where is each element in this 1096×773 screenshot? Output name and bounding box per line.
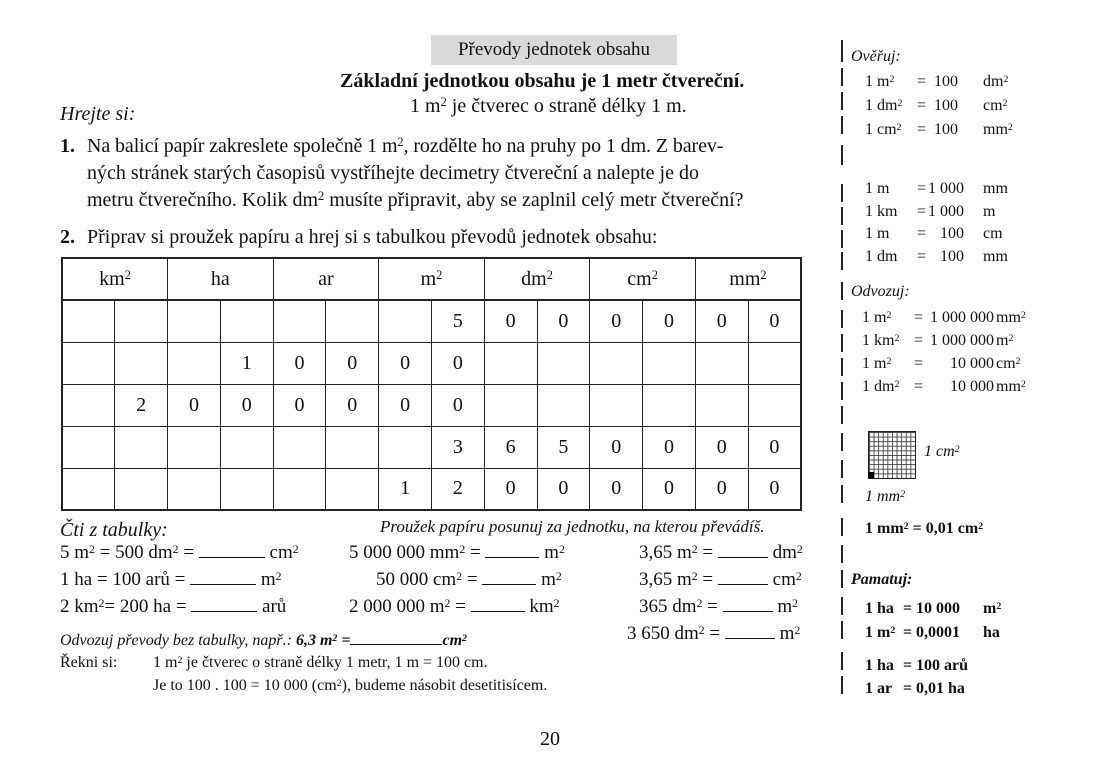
header-ar: ar: [273, 258, 379, 300]
remember-value: 0,01 ha: [916, 680, 965, 697]
sidebar-rule: [841, 282, 843, 300]
remember-row: [865, 657, 1045, 677]
table-cell: 0: [643, 426, 696, 468]
mm-fact: 1 $mm^2 = 0,01$ $cm^2$: [865, 520, 984, 537]
table-cell: [590, 384, 643, 426]
task-1-text: Na balicí papír zakreslete společně 1 $m^2$, rozdělte ho na pruhy po 1 dm. Z barev- ných stránek starých časopisů vystříhejte decimetry čtvereční a nalepte je do metru čtverečního. Kolik $dm^2$ musíte připravit, aby se zaplnil celý metr čtvereční?: [87, 135, 744, 211]
sidebar-rule: [841, 460, 843, 478]
table-cell: 0: [168, 384, 221, 426]
play-label: Hrejte si:: [60, 103, 136, 125]
table-cell: [273, 426, 326, 468]
table-cell: 5: [537, 426, 590, 468]
eq-sign: =: [914, 355, 924, 372]
table-cell: [115, 468, 168, 510]
eq-left-text: 1 m: [865, 180, 890, 197]
sidebar-rule: [841, 40, 843, 62]
header-cm2: $cm^2$: [590, 258, 696, 300]
task-2: [60, 224, 820, 251]
table-cell: [537, 384, 590, 426]
table-cell: [220, 426, 273, 468]
sidebar-rule: [841, 334, 843, 352]
sidebar-rule: [841, 382, 843, 400]
remember-unit-text: ha: [983, 624, 1000, 641]
eq-left-sup: 2: [894, 378, 900, 390]
sidebar-rule: [841, 406, 843, 424]
remember-row: [865, 600, 1045, 620]
eq-left: [862, 309, 891, 327]
table-row: [62, 384, 801, 426]
table-cell: 0: [695, 426, 748, 468]
sidebar-rule: [841, 230, 843, 248]
eq-value: 1 000 000: [930, 332, 994, 349]
table-cell: [220, 468, 273, 510]
table-cell: [695, 384, 748, 426]
page-number: 20: [540, 728, 560, 750]
eq-unit-text: m: [983, 202, 996, 220]
eq-unit-sup: 2: [1002, 97, 1008, 109]
eq-left-text: 1 dm: [865, 247, 898, 265]
eq-unit-text: mm: [983, 180, 1008, 197]
eq-left-text: 1 dm: [865, 97, 898, 114]
eq-left-sup: 2: [886, 309, 892, 321]
eq-unit: [983, 73, 1008, 91]
sidebar-rule: [841, 145, 843, 165]
table-cell: 1: [220, 342, 273, 384]
remember-value: 0,0001: [916, 624, 960, 641]
table-cell: 0: [484, 300, 537, 342]
eq-unit-sup: 2: [1008, 332, 1014, 344]
table-cell: 0: [695, 300, 748, 342]
eq-unit: [996, 309, 1026, 327]
table-cell: [62, 384, 115, 426]
header-ha: ha: [168, 258, 274, 300]
table-cell: 5: [431, 300, 484, 342]
remember-row: [865, 624, 1045, 644]
remember-left-text: 1 ha: [865, 657, 894, 674]
eq-left: [865, 180, 889, 198]
sidebar-rule: [841, 485, 843, 503]
length-row: [865, 180, 1065, 200]
eq-unit: [983, 203, 995, 221]
grid-label: 1 $cm^2$: [924, 443, 960, 460]
eq-left: [865, 248, 897, 266]
eq-value: 100: [940, 225, 964, 242]
sidebar-rule: [841, 358, 843, 376]
remember-eq: =: [903, 680, 913, 697]
sidebar-rule: [841, 310, 843, 328]
exercise-c3-3: 365 $dm^2 = m^2$: [639, 596, 799, 617]
read-label: Čti z tabulky:: [60, 519, 168, 541]
answer-blank[interactable]: [190, 568, 256, 585]
eq-left-text: 1 cm: [865, 121, 897, 138]
table-cell: 3: [431, 426, 484, 468]
eq-left-text: 1 dm: [862, 378, 895, 395]
eq-left-text: 1 m: [862, 355, 887, 372]
say-label: Řekni si:: [60, 654, 118, 671]
verify-label: Ověřuj:: [851, 48, 901, 65]
derive-row: [862, 378, 1062, 398]
task-1: [60, 133, 820, 214]
eq-sign: =: [914, 378, 924, 395]
table-cell: [484, 342, 537, 384]
eq-unit-text: cm: [983, 225, 1003, 242]
sub-heading: 1 $m^2$ je čtverec o straně délky 1 m.: [410, 95, 687, 117]
table-cell: [326, 468, 379, 510]
sidebar-rule: [841, 184, 843, 202]
eq-value: 100: [934, 121, 958, 138]
answer-blank[interactable]: [485, 541, 539, 558]
task-1-number: 1.: [60, 135, 75, 157]
sidebar-rule: [841, 433, 843, 451]
table-cell: 0: [537, 468, 590, 510]
derive-row: [862, 309, 1062, 329]
table-cell: [62, 300, 115, 342]
verify-row: [865, 73, 1065, 93]
square-millimeter-dot: [868, 472, 874, 478]
table-cell: [168, 468, 221, 510]
remember-value: 100 arů: [916, 657, 968, 674]
eq-value: 1 000 000: [930, 309, 994, 326]
exercise-c3-1: 3,65 $m^2 = dm^2$: [639, 542, 803, 563]
length-row: [865, 203, 1065, 223]
exercise-c3-4: 3 650 $dm^2 = m^2$: [627, 623, 801, 644]
remember-eq: =: [903, 657, 913, 674]
eq-unit-text: mm: [983, 121, 1008, 138]
eq-unit-sup: 2: [1007, 121, 1013, 133]
table-cell: [748, 384, 801, 426]
remember-label: Pamatuj:: [851, 571, 913, 588]
eq-unit-sup: 2: [1020, 378, 1026, 390]
table-row: [62, 468, 801, 510]
table-cell: 0: [748, 468, 801, 510]
sidebar-rule: [841, 652, 843, 670]
eq-value: 1 000: [928, 202, 964, 220]
remember-left-sup: 2: [890, 624, 896, 636]
table-cell: 2: [431, 468, 484, 510]
header-dm2: $dm^2$: [484, 258, 590, 300]
table-cell: [220, 300, 273, 342]
remember-unit: [983, 624, 1000, 642]
eq-unit-text: m: [996, 332, 1009, 349]
table-cell: 0: [326, 342, 379, 384]
sidebar-rule: [841, 545, 843, 563]
eq-unit-text: mm: [983, 247, 1008, 265]
eq-unit-text: cm: [996, 355, 1016, 372]
table-cell: 0: [273, 384, 326, 426]
eq-sign: =: [917, 73, 927, 90]
eq-value: 10 000: [950, 355, 994, 372]
table-cell: 0: [326, 384, 379, 426]
eq-unit-text: mm: [996, 309, 1021, 326]
eq-sign: =: [914, 309, 924, 326]
answer-blank[interactable]: [191, 595, 257, 612]
verify-row: [865, 97, 1065, 117]
table-cell: [326, 426, 379, 468]
table-cell: [379, 300, 432, 342]
remember-eq: =: [903, 600, 913, 617]
table-cell: [590, 342, 643, 384]
table-row: [62, 426, 801, 468]
say-line-1: 1 $m^2$ je čtverec o straně délky 1 metr, 1 m = 100 cm.: [153, 654, 488, 671]
sidebar-rule: [841, 676, 843, 694]
table-cell: [168, 426, 221, 468]
eq-left-sup: 2: [894, 332, 900, 344]
eq-left-text: 1 km: [865, 202, 898, 220]
table-cell: [62, 426, 115, 468]
eq-left-text: 1 m: [865, 73, 890, 90]
table-cell: [168, 342, 221, 384]
table-cell: 0: [431, 342, 484, 384]
table-cell: 0: [379, 342, 432, 384]
verify-row: [865, 121, 1065, 141]
task-2-number: 2.: [60, 226, 75, 248]
answer-blank[interactable]: [718, 568, 768, 585]
answer-blank[interactable]: [471, 595, 525, 612]
exercise-c1-3: 2 $km^2= 200$ ha = arů: [60, 596, 287, 617]
eq-unit: [983, 225, 1003, 243]
table-cell: [115, 426, 168, 468]
eq-unit-text: mm: [996, 378, 1021, 395]
table-cell: [115, 342, 168, 384]
header-mm2: $mm^2$: [695, 258, 801, 300]
remember-eq: =: [903, 624, 913, 641]
sidebar-rule: [841, 252, 843, 270]
exercise-c2-3: 2 000 000 $m^2 = km^2$: [349, 596, 560, 617]
remember-left: [865, 600, 894, 618]
eq-left-sup: 2: [886, 355, 892, 367]
eq-left: [862, 378, 899, 396]
derive-side-label: Odvozuj:: [851, 283, 910, 300]
eq-unit: [996, 355, 1021, 373]
table-cell: 0: [379, 384, 432, 426]
answer-blank[interactable]: [725, 622, 775, 639]
sidebar-rule: [841, 116, 843, 134]
eq-sign: =: [914, 332, 924, 349]
table-cell: 0: [220, 384, 273, 426]
remember-unit: [983, 600, 1001, 618]
table-row: [62, 342, 801, 384]
remember-left: [865, 680, 892, 698]
remember-left: [865, 657, 894, 675]
table-cell: [168, 300, 221, 342]
table-cell: [537, 342, 590, 384]
strip-note: Proužek papíru posunuj za jednotku, na kterou převádíš.: [380, 517, 765, 536]
main-heading: Základní jednotkou obsahu je 1 metr čtvereční.: [340, 70, 745, 92]
exercise-c2-2: 50 000 $cm^2 = m^2$: [376, 569, 562, 590]
table-cell: [62, 468, 115, 510]
sidebar-rule: [841, 207, 843, 225]
remember-unit-text: m: [983, 600, 997, 617]
eq-left: [865, 121, 902, 139]
eq-value: 1 000: [928, 180, 964, 197]
conversion-table: [61, 257, 802, 511]
table-cell: 0: [590, 426, 643, 468]
eq-left: [865, 203, 897, 221]
eq-sign: =: [917, 121, 927, 138]
say-line-2: Je to 100 . 100 = 10 000 $(cm^2)$, budeme násobit desetitisícem.: [153, 677, 548, 694]
table-cell: 0: [590, 468, 643, 510]
eq-left: [865, 97, 902, 115]
eq-left: [865, 225, 889, 243]
sidebar-rule: [841, 68, 843, 86]
table-cell: 1: [379, 468, 432, 510]
table-cell: 0: [695, 468, 748, 510]
eq-unit: [983, 121, 1013, 139]
table-cell: 0: [748, 426, 801, 468]
sidebar-rule: [841, 570, 843, 588]
eq-sign: =: [917, 202, 927, 220]
table-cell: [273, 468, 326, 510]
table-header-row: [62, 258, 801, 300]
eq-sign: =: [917, 97, 927, 114]
eq-unit-text: dm: [983, 73, 1004, 90]
eq-left-sup: 2: [889, 73, 895, 85]
derive-row: [862, 355, 1062, 375]
task-2-text: Připrav si proužek papíru a hrej si s tabulkou převodů jednotek obsahu:: [87, 226, 658, 248]
eq-unit: [983, 180, 1008, 198]
table-cell: 2: [115, 384, 168, 426]
eq-value: 100: [934, 73, 958, 90]
remember-left: [865, 624, 895, 642]
answer-blank[interactable]: [718, 541, 768, 558]
exercise-c1-2: 1 ha = 100 arů = $m^2$: [60, 569, 282, 590]
eq-sign: =: [917, 225, 927, 242]
eq-unit-sup: 2: [1020, 309, 1026, 321]
exercise-c2-1: 5 000 000 $mm^2 = m^2$: [349, 542, 565, 563]
exercise-c1-1: 5 $m^2 = 500$ $dm^2 = cm^2$: [60, 542, 299, 563]
table-cell: 6: [484, 426, 537, 468]
page-title: Převody jednotek obsahu: [431, 35, 677, 65]
length-row: [865, 248, 1065, 268]
eq-left-sup: 2: [896, 121, 902, 133]
table-cell: 0: [748, 300, 801, 342]
table-cell: 0: [273, 342, 326, 384]
answer-blank[interactable]: [482, 568, 536, 585]
eq-sign: =: [917, 180, 927, 197]
table-cell: [484, 384, 537, 426]
eq-unit-sup: 2: [1003, 73, 1009, 85]
table-cell: [379, 426, 432, 468]
table-cell: 0: [484, 468, 537, 510]
eq-left-text: 1 km: [862, 332, 895, 349]
square-centimeter-grid: [868, 431, 916, 479]
eq-unit: [996, 332, 1013, 350]
eq-unit-sup: 2: [1015, 355, 1021, 367]
header-km2: $km^2$: [62, 258, 168, 300]
table-cell: [326, 300, 379, 342]
remember-value: 10 000: [916, 600, 960, 617]
sidebar-rule: [841, 518, 843, 536]
eq-unit: [996, 378, 1026, 396]
table-cell: 0: [590, 300, 643, 342]
table-cell: [695, 342, 748, 384]
eq-sign: =: [917, 247, 927, 265]
answer-blank[interactable]: [723, 595, 773, 612]
table-cell: [748, 342, 801, 384]
remember-left-text: 1 ha: [865, 600, 894, 617]
eq-left: [865, 73, 894, 91]
eq-left-text: 1 m: [862, 309, 887, 326]
eq-value: 100: [934, 97, 958, 114]
answer-blank[interactable]: [199, 541, 265, 558]
table-cell: [115, 300, 168, 342]
eq-left: [862, 355, 891, 373]
derive-row: [862, 332, 1062, 352]
remember-row: [865, 680, 1045, 700]
eq-unit: [983, 97, 1008, 115]
table-cell: 0: [537, 300, 590, 342]
answer-blank[interactable]: [350, 630, 442, 645]
eq-value: 10 000: [950, 378, 994, 395]
table-cell: 0: [643, 468, 696, 510]
eq-value: 100: [940, 247, 964, 265]
table-cell: 0: [643, 300, 696, 342]
header-m2: $m^2$: [379, 258, 485, 300]
length-row: [865, 225, 1065, 245]
derive-line: Odvozuj převody bez tabulky, např.: 6,3 $m^2 = cm^2$: [60, 632, 467, 649]
table-cell: [643, 384, 696, 426]
dot-label: 1 $mm^2$: [865, 488, 906, 505]
exercise-c3-2: 3,65 $m^2 = cm^2$: [639, 569, 802, 590]
eq-unit: [983, 248, 1008, 266]
table-cell: [62, 342, 115, 384]
sidebar-rule: [841, 621, 843, 639]
eq-left-text: 1 m: [865, 225, 890, 242]
table-cell: 0: [431, 384, 484, 426]
eq-unit-text: cm: [983, 97, 1003, 114]
sidebar-rule: [841, 92, 843, 110]
eq-left-sup: 2: [897, 97, 903, 109]
remember-unit-sup: 2: [996, 600, 1002, 612]
remember-left-text: 1 m: [865, 624, 891, 641]
table-cell: [273, 300, 326, 342]
table-row: [62, 300, 801, 342]
table-cell: [643, 342, 696, 384]
sidebar-rule: [841, 597, 843, 615]
eq-left: [862, 332, 899, 350]
remember-left-text: 1 ar: [865, 680, 893, 697]
